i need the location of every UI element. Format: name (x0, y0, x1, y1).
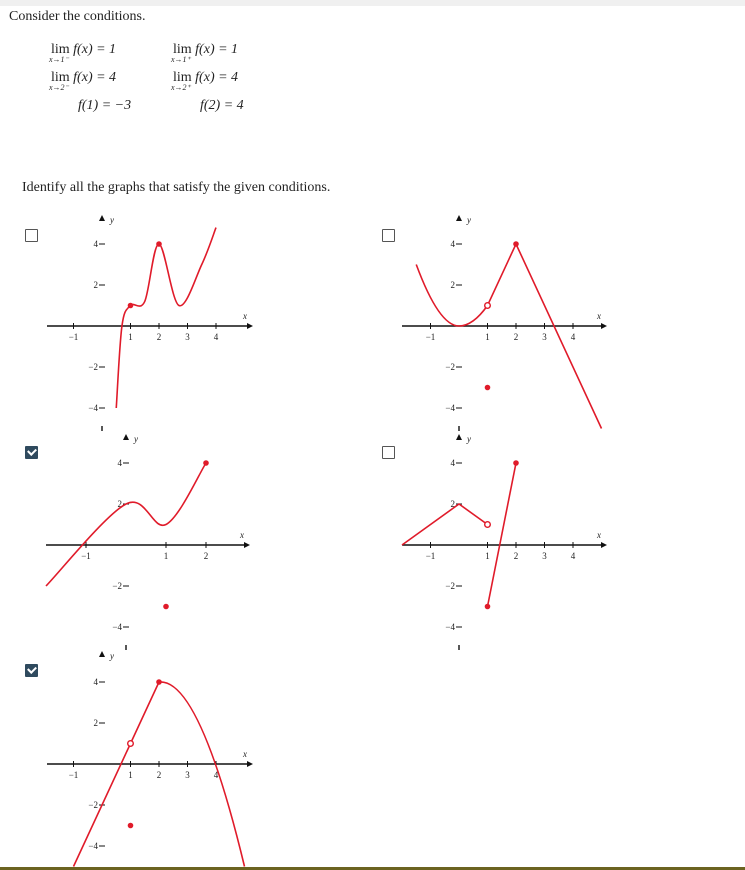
x-axis-label: x (240, 530, 244, 540)
filled-point (485, 385, 491, 391)
y-tick-label: 4 (450, 458, 455, 468)
filled-point (513, 460, 519, 466)
x-axis-arrow (601, 323, 607, 329)
y-tick-label: −2 (112, 581, 122, 591)
condition-left-limit-2: lim x→2⁻ f(x) = 4 (49, 70, 117, 92)
x-tick-label: 4 (213, 770, 219, 780)
open-point (485, 303, 491, 309)
y-tick-label: −4 (88, 403, 98, 413)
x-tick-label: 4 (570, 551, 576, 561)
y-axis-label: y (110, 651, 114, 661)
y-axis-label: y (467, 434, 471, 444)
x-tick-label: 1 (485, 332, 490, 342)
condition-f-at-2: f(2) = 4 (200, 98, 244, 113)
y-tick-label: −2 (88, 800, 98, 810)
x-tick-label: 1 (163, 551, 169, 561)
x-tick-label: 1 (485, 551, 490, 561)
open-point (485, 522, 491, 528)
function-curve (46, 463, 206, 586)
graph-option-4 (395, 434, 610, 655)
y-tick-label: −4 (112, 622, 122, 632)
x-tick-label: 3 (185, 332, 190, 342)
y-tick-label: 2 (450, 499, 455, 509)
x-axis-label: x (597, 530, 601, 540)
x-tick-label: 3 (185, 770, 190, 780)
y-tick-label: −2 (445, 581, 455, 591)
y-tick-label: 2 (93, 718, 98, 728)
x-axis-arrow (247, 761, 253, 767)
y-tick-label: −4 (445, 622, 455, 632)
y-tick-label: −4 (445, 403, 455, 413)
option-2-checkbox[interactable] (382, 229, 395, 242)
y-axis-arrow (456, 215, 462, 221)
y-tick-label: 4 (450, 239, 455, 249)
y-axis-label: y (467, 215, 471, 225)
filled-point (203, 460, 209, 466)
prompt-text: Consider the conditions. (9, 9, 146, 24)
x-tick-label: 3 (542, 551, 547, 561)
y-tick-label: 2 (117, 499, 122, 509)
y-axis-arrow (99, 215, 105, 221)
x-axis-label: x (597, 311, 601, 321)
filled-point (513, 241, 519, 247)
condition-right-limit-1: lim x→1⁺ f(x) = 1 (171, 42, 239, 64)
x-tick-label: −1 (68, 332, 79, 342)
condition-f-at-1: f(1) = −3 (78, 98, 132, 113)
x-axis-label: x (243, 749, 247, 759)
instruction-text: Identify all the graphs that satisfy the given conditions. (22, 180, 331, 195)
filled-point (128, 303, 134, 309)
filled-point (163, 604, 169, 610)
x-axis-arrow (247, 323, 253, 329)
x-tick-label: −1 (81, 551, 91, 561)
filled-point (128, 823, 134, 829)
condition-right-limit-2: lim x→2⁺ f(x) = 4 (171, 70, 239, 92)
y-tick-label: 2 (450, 280, 455, 290)
y-axis-label: y (110, 215, 114, 225)
y-tick-label: −2 (88, 362, 98, 372)
y-tick-label: −2 (445, 362, 455, 372)
x-tick-label: 2 (513, 332, 519, 342)
graph-option-3 (40, 434, 255, 655)
condition-left-limit-1: lim x→1⁻ f(x) = 1 (49, 42, 117, 64)
x-tick-label: −1 (425, 551, 436, 561)
y-axis-label: y (134, 434, 138, 444)
filled-point (485, 604, 491, 610)
y-tick-label: −4 (88, 841, 98, 851)
y-tick-label: 4 (93, 677, 98, 687)
option-1-checkbox[interactable] (25, 229, 38, 242)
x-tick-label: 1 (128, 770, 133, 780)
option-4-checkbox[interactable] (382, 446, 395, 459)
x-tick-label: 3 (542, 332, 547, 342)
x-tick-label: 2 (513, 551, 519, 561)
function-curve (116, 228, 216, 408)
open-point (128, 741, 134, 747)
function-curve (488, 463, 517, 607)
y-tick-label: 4 (93, 239, 98, 249)
x-tick-label: 2 (156, 770, 162, 780)
x-axis-arrow (601, 542, 607, 548)
x-tick-label: 4 (213, 332, 219, 342)
option-5-checkbox[interactable] (25, 664, 38, 677)
graph-option-1 (40, 215, 250, 435)
y-tick-label: 2 (93, 280, 98, 290)
filled-point (156, 679, 162, 685)
x-tick-label: 4 (570, 332, 576, 342)
x-tick-label: 2 (203, 551, 209, 561)
x-tick-label: −1 (425, 332, 436, 342)
x-tick-label: 2 (156, 332, 162, 342)
function-curve (402, 504, 488, 545)
x-axis-arrow (244, 542, 250, 548)
x-tick-label: 1 (128, 332, 133, 342)
option-3-checkbox[interactable] (25, 446, 38, 459)
y-tick-label: 4 (117, 458, 122, 468)
x-axis-label: x (243, 311, 247, 321)
top-bar (0, 0, 745, 6)
graph-option-5 (40, 651, 255, 870)
filled-point (156, 241, 162, 247)
graph-option-2 (395, 215, 610, 435)
x-tick-label: −1 (68, 770, 79, 780)
